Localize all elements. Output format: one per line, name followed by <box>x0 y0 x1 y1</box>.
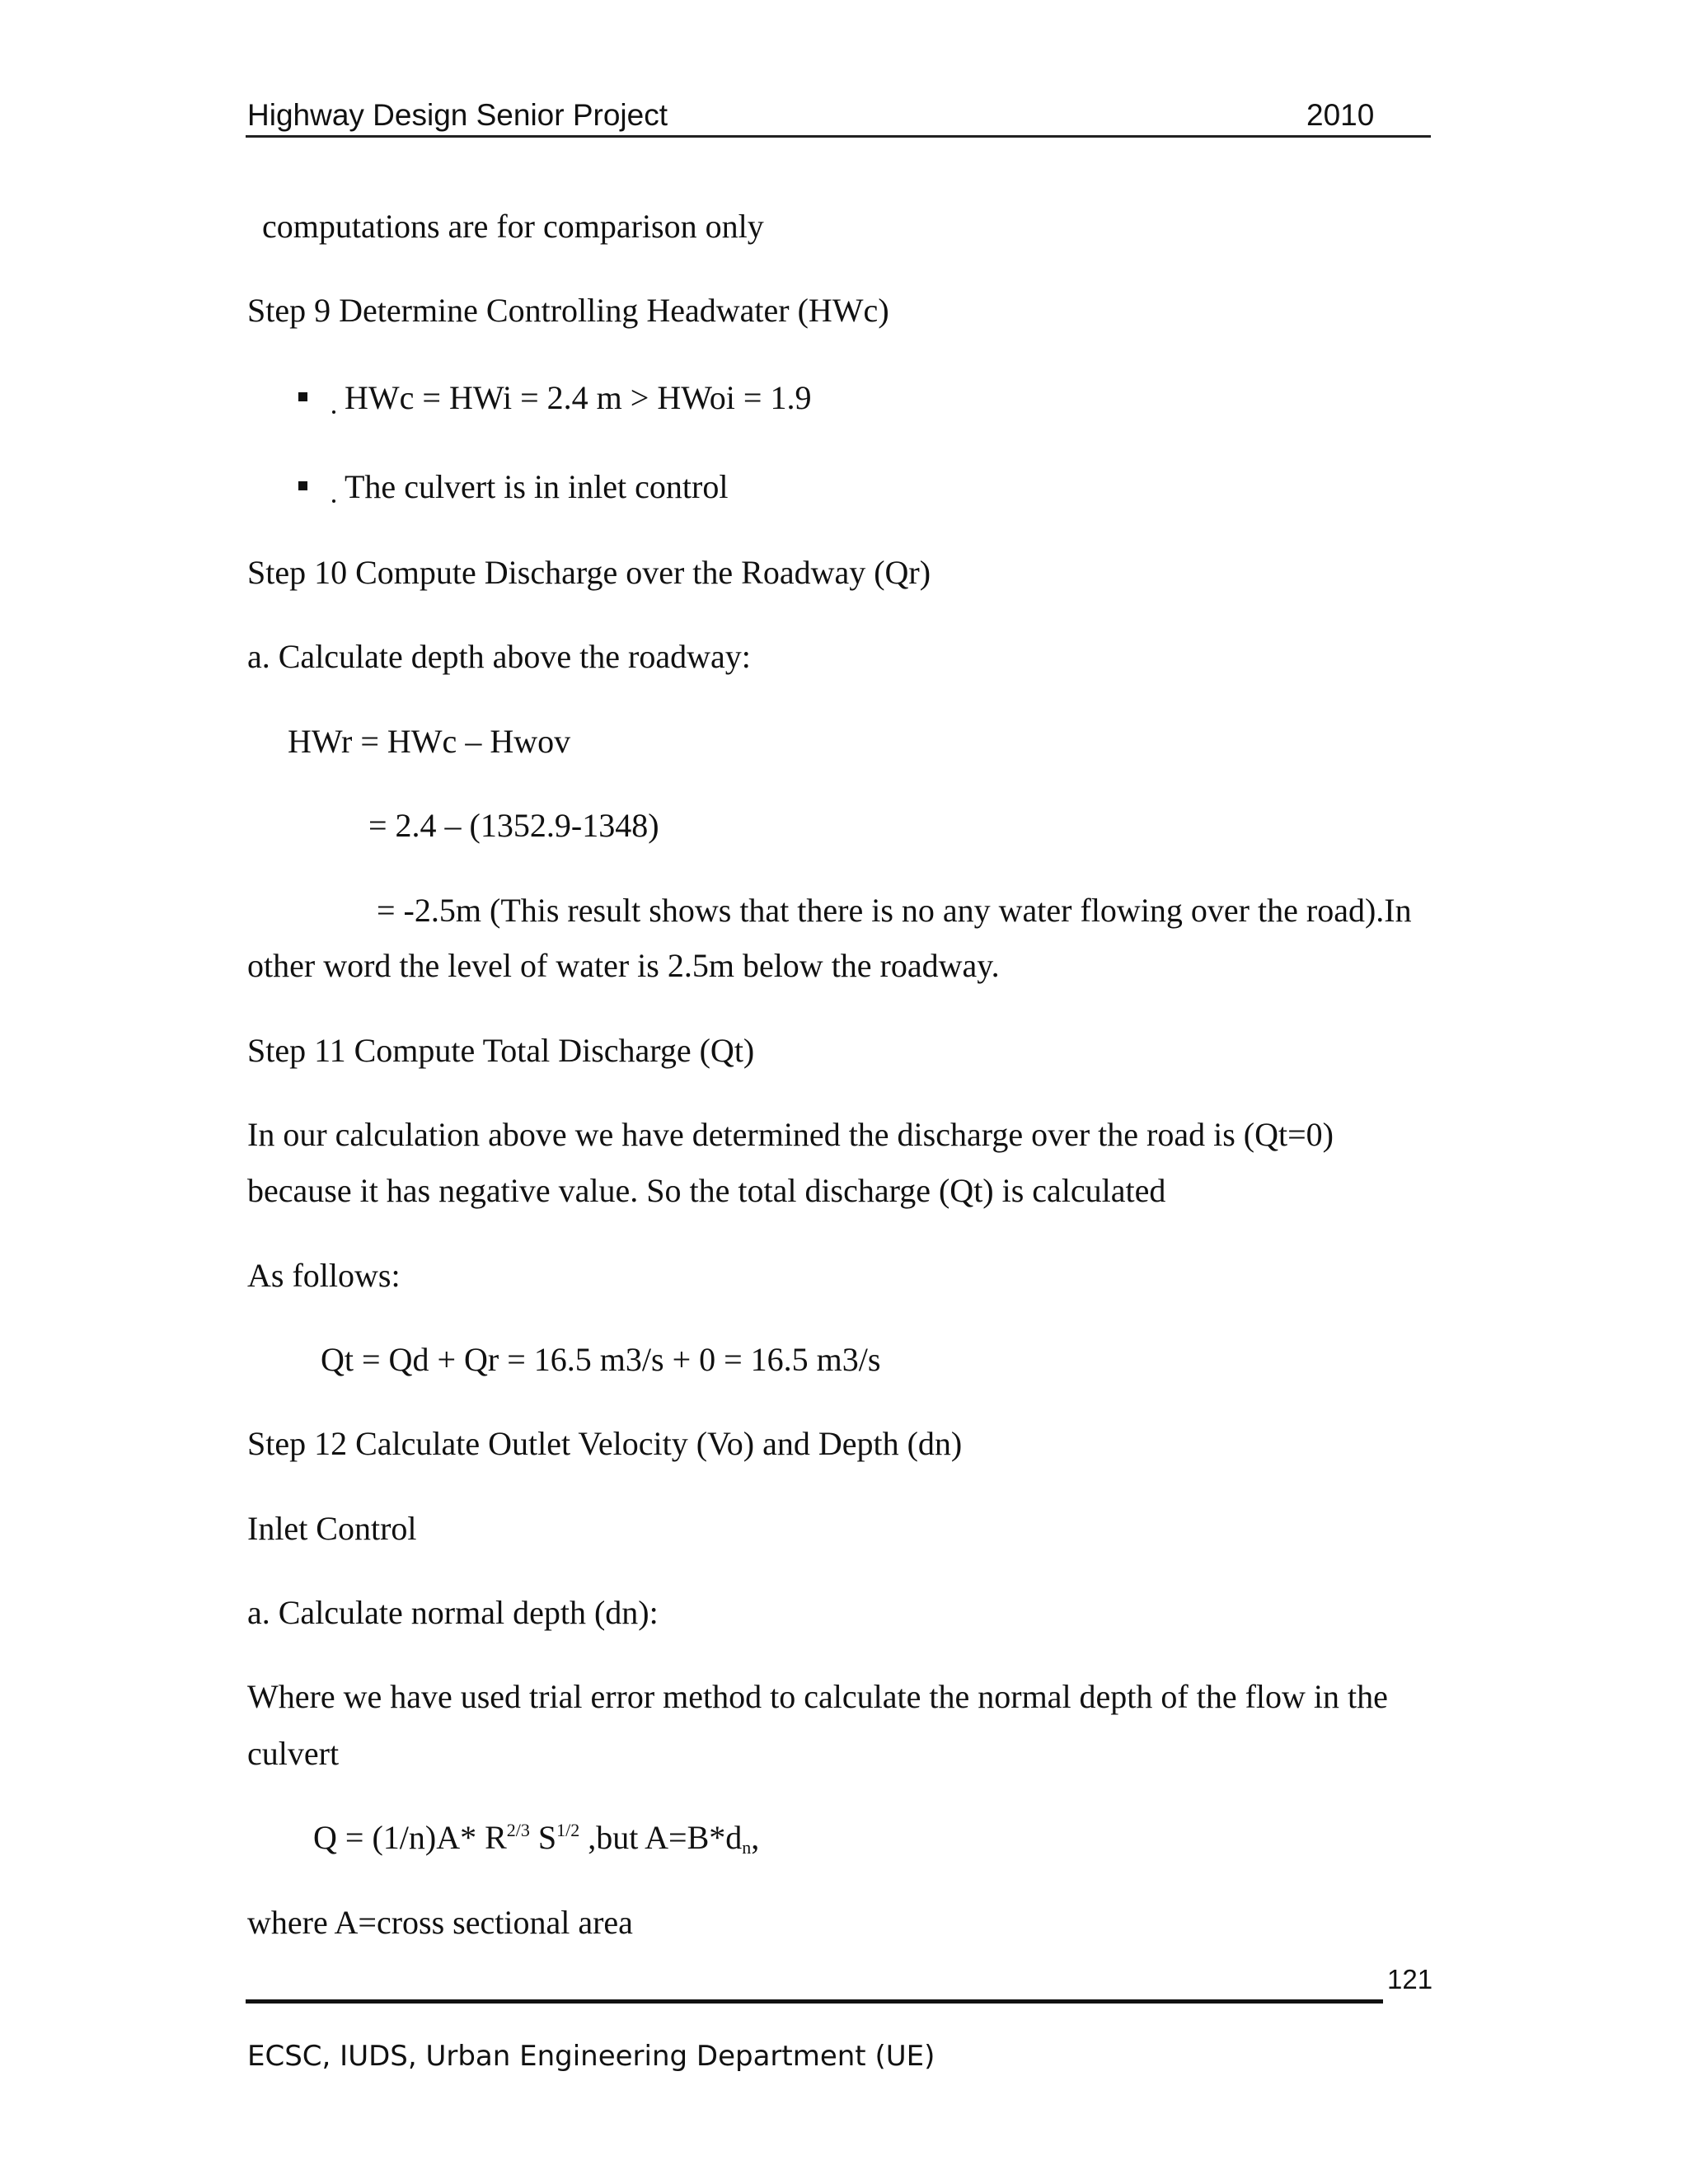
bullet-dot-icon <box>332 410 335 414</box>
manning-exponent-s: 1/2 <box>556 1820 580 1840</box>
step12-a: a. Calculate normal depth (dn): <box>247 1594 659 1631</box>
manning-part-4: , <box>751 1819 760 1856</box>
equation-manning <box>313 1817 759 1858</box>
manning-subscript-n: n <box>742 1837 752 1858</box>
step11-heading: Step 11 Compute Total Discharge (Qt) <box>247 1032 755 1069</box>
equation-hwr-2: = 2.4 – (1352.9-1348) <box>368 807 659 844</box>
step9-heading: Step 9 Determine Controlling Headwater (HWc) <box>247 292 889 329</box>
footer-rule <box>246 1999 1383 2004</box>
header-rule <box>246 135 1431 138</box>
header-year: 2010 <box>1306 98 1375 132</box>
manning-exponent-r: 2/3 <box>506 1820 530 1840</box>
bullet-square-icon <box>298 392 307 401</box>
trial-paragraph-line-2: culvert <box>247 1735 340 1772</box>
where-line: where A=cross sectional area <box>247 1904 633 1941</box>
equation-hwr-3-cont: other word the level of water is 2.5m below the roadway. <box>247 947 1000 984</box>
manning-part-3: ,but A=B*d <box>579 1819 743 1856</box>
equation-hwr-1: HWr = HWc – Hwov <box>288 723 571 760</box>
footer-department: ECSC, IUDS, Urban Engineering Department (UE) <box>247 2040 935 2073</box>
step9-bullet-2: The culvert is in inlet control <box>345 468 729 505</box>
inlet-control-label: Inlet Control <box>247 1510 417 1547</box>
step9-bullet-1: HWc = HWi = 2.4 m > HWoi = 1.9 <box>345 379 812 416</box>
trial-paragraph-line-1: Where we have used trial error method to calculate the normal depth of the flow in the <box>247 1678 1388 1715</box>
equation-total-discharge: Qt = Qd + Qr = 16.5 m3/s + 0 = 16.5 m3/s <box>321 1341 881 1378</box>
manning-part-2: S <box>529 1819 557 1856</box>
bullet-dot-icon <box>332 499 335 503</box>
equation-hwr-3: = -2.5m (This result shows that there is no any water flowing over the road).In <box>377 892 1412 929</box>
step11-paragraph-line-1: In our calculation above we have determined the discharge over the road is (Qt=0) <box>247 1116 1334 1153</box>
bullet-square-icon <box>298 481 307 490</box>
body-line-comparison: computations are for comparison only <box>262 208 764 245</box>
step10-a: a. Calculate depth above the roadway: <box>247 638 751 675</box>
manning-part-1: Q = (1/n)A* R <box>313 1819 507 1856</box>
step12-heading: Step 12 Calculate Outlet Velocity (Vo) and Depth (dn) <box>247 1425 963 1462</box>
step11-paragraph-line-2: because it has negative value. So the total discharge (Qt) is calculated <box>247 1172 1166 1209</box>
page-number: 121 <box>1387 1964 1433 1994</box>
step10-heading: Step 10 Compute Discharge over the Roadway (Qr) <box>247 554 931 591</box>
header-title: Highway Design Senior Project <box>247 98 668 132</box>
step11-paragraph-line-3: As follows: <box>247 1257 401 1294</box>
